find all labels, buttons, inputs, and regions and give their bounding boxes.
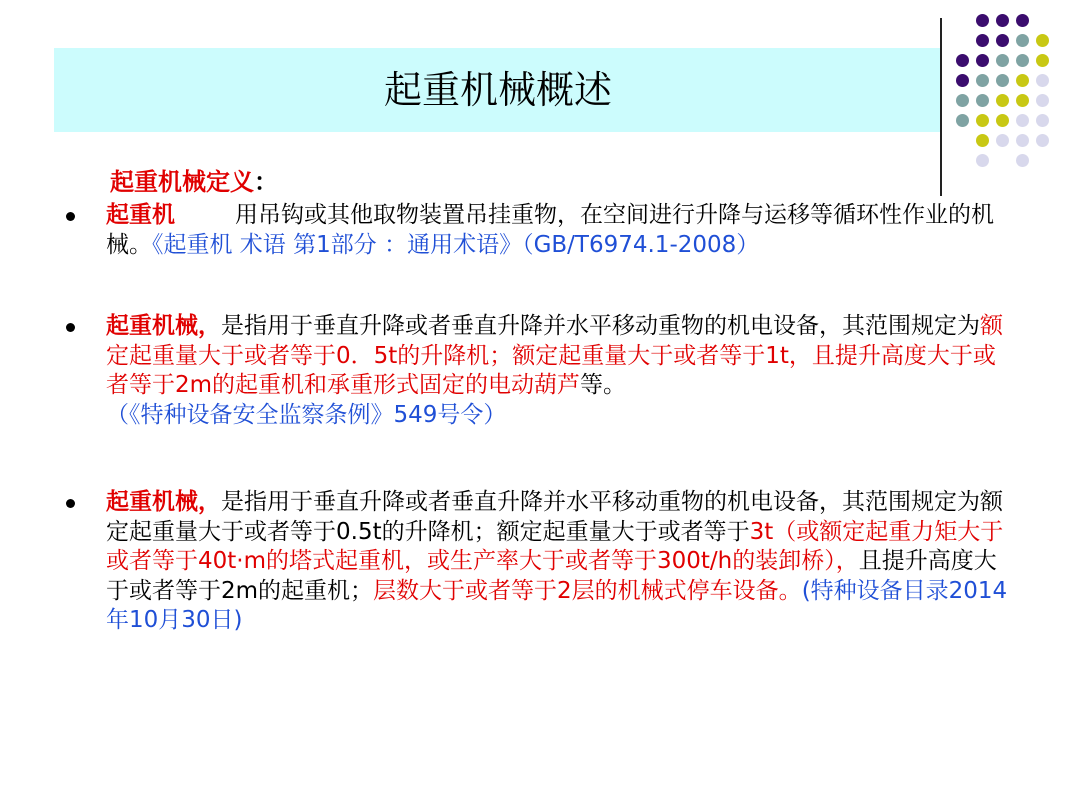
decorative-dot [1036,54,1049,67]
bullet-3-highlight-b: 层数大于或者等于2层的机械式停车设备。 [373,577,802,604]
decorative-dot [1036,34,1049,47]
decorative-dot [996,54,1009,67]
bullet-3-term: 起重机械， [106,489,221,515]
decorative-dot [976,54,989,67]
decorative-dot [1016,74,1029,87]
decorative-dot [956,74,969,87]
decorative-dot [976,94,989,107]
decorative-dot [976,154,989,167]
slide-title: 起重机械概述 [383,68,612,112]
decorative-dot [1036,114,1049,127]
bullet-2-reference: （《特种设备安全监察条例》549号令） [106,401,507,428]
decorative-dot [996,34,1009,47]
bullet-3 [106,488,1016,636]
bullet-3-text-b: 且提升高度大于或者等于2m的起重机； [106,548,997,604]
decorative-dot [1016,114,1029,127]
decorative-dot [976,14,989,27]
bullet-1-term: 起重机 [106,202,175,228]
decorative-dot [996,134,1009,147]
decorative-dot [996,14,1009,27]
decorative-dot [1016,34,1029,47]
decorative-dot [1016,94,1029,107]
decorative-dot [956,114,969,127]
bullet-icon [66,499,75,508]
bullet-3-highlight-a: 3t（或额定起重力矩大于或者等于40t·m的塔式起重机，或生产率大于或者等于300t/h的装卸桥）， [106,518,1004,574]
bullet-2 [106,312,1016,430]
decorative-dot [1016,14,1029,27]
bullet-icon [66,212,75,221]
bullet-2-text-b: 等。 [580,372,627,398]
title-divider-line [940,18,942,196]
decorative-dot [996,94,1009,107]
decorative-dot [1016,134,1029,147]
bullet-1 [106,201,1016,260]
decorative-dot [956,94,969,107]
bullet-2-term: 起重机械， [106,313,221,339]
bullet-icon [66,323,75,332]
bullet-3-text-a: 是指用于垂直升降或者垂直升降并水平移动重物的机电设备，其范围规定为额定起重量大于或者等于0.5t的升降机；额定起重量大于或者等于 [106,489,1003,545]
decorative-dot [1016,54,1029,67]
decorative-dot [1036,94,1049,107]
decorative-dot [976,114,989,127]
bullet-1-reference: 《起重机 术语 第1部分 ：通用术语》（GB/T6974.1-2008） [152,231,760,258]
decorative-dot [976,74,989,87]
decorative-dot [976,34,989,47]
bullet-2-text-a: 是指用于垂直升降或者垂直升降并水平移动重物的机电设备，其范围规定为 [221,313,980,339]
bullet-1-text: 用吊钩或其他取物装置吊挂重物，在空间进行升降与运移等循环性作业的机械。 [106,202,994,258]
decorative-dot [1036,134,1049,147]
decorative-dot [1016,154,1029,167]
definition-heading [110,162,278,197]
bullet-2-highlight: 额定起重量大于或者等于0．5t的升降机；额定起重量大于或者等于1t，且提升高度大于或者等于2m的起重机和承重形式固定的电动葫芦 [106,313,1003,398]
bullet-3-reference: (特种设备目录2014年10月30日) [106,577,1008,633]
decorative-dot [996,74,1009,87]
definition-heading-colon: ： [254,168,278,196]
decorative-dot [1036,74,1049,87]
decorative-dot [976,134,989,147]
decorative-dot [956,54,969,67]
decorative-dot [996,114,1009,127]
definition-heading-text: 起重机械定义 [110,168,254,196]
